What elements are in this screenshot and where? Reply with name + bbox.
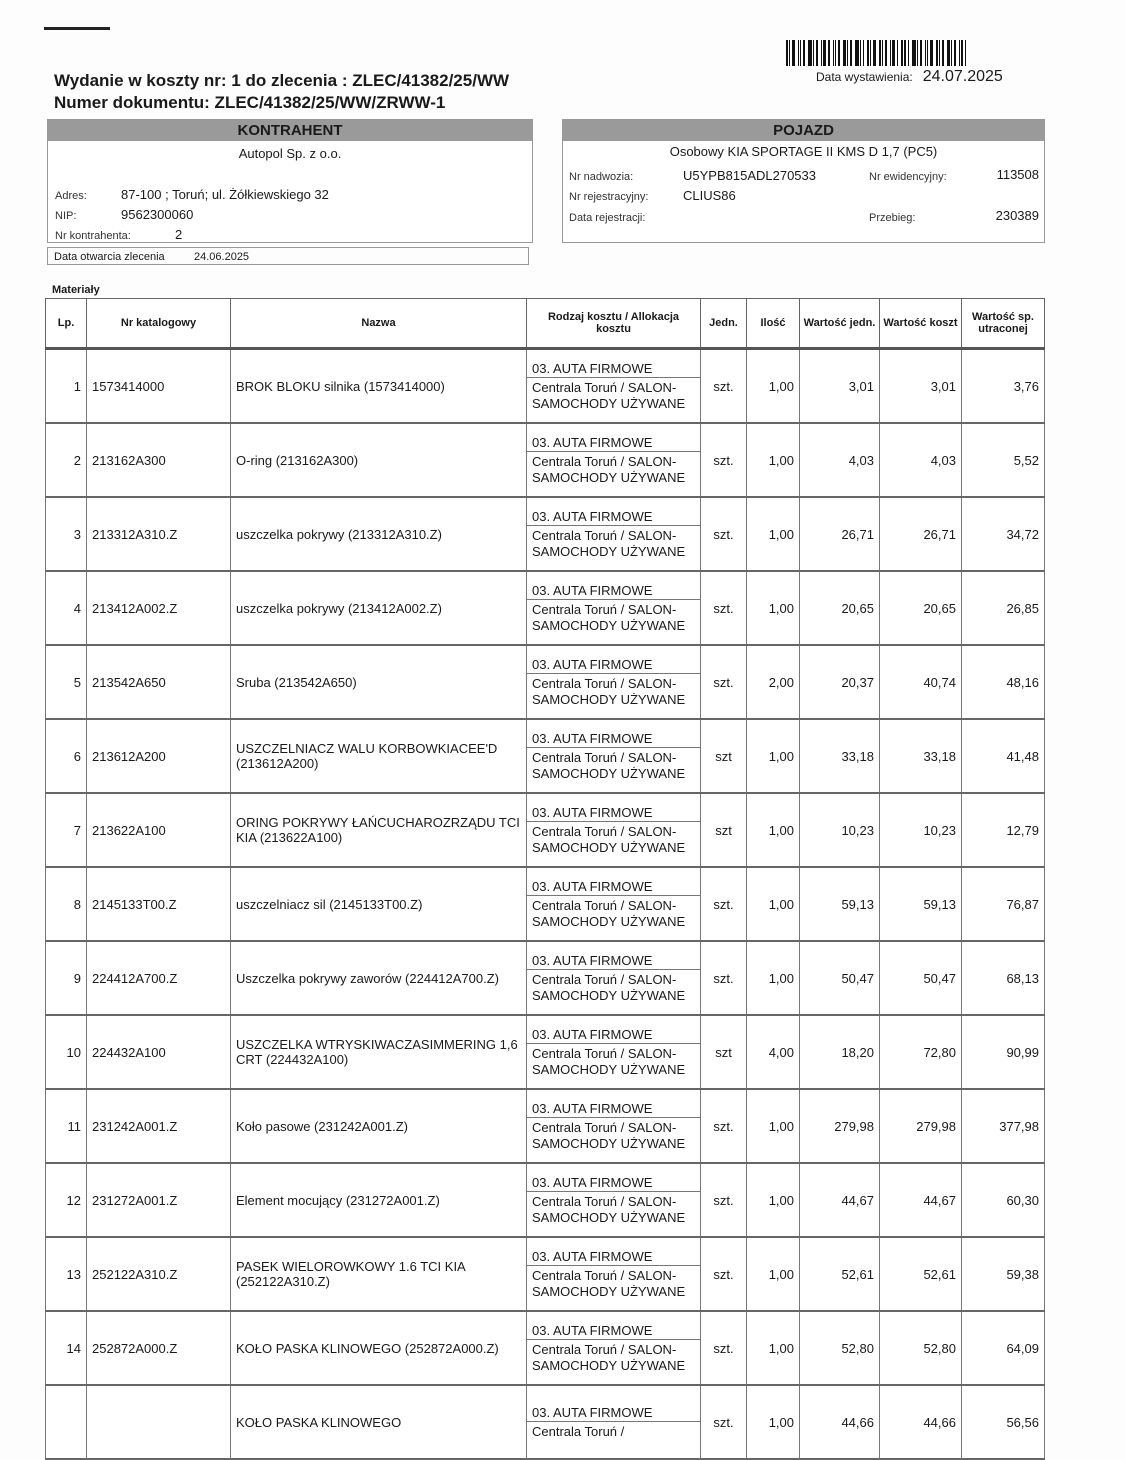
vin-row (569, 167, 816, 185)
cell-unit: szt. (701, 497, 747, 571)
cell-sale-value: 76,87 (962, 867, 1045, 941)
cell-unit: szt (701, 793, 747, 867)
table-row (46, 867, 1045, 941)
cost-type: 03. AUTA FIRMOWE (527, 360, 700, 378)
cell-catalog-number: 213312A310.Z (87, 497, 231, 571)
cell-sale-value: 5,52 (962, 423, 1045, 497)
barcode-bar (873, 40, 876, 66)
cell-qty: 1,00 (747, 1311, 800, 1385)
cost-type: 03. AUTA FIRMOWE (527, 1174, 700, 1192)
barcode-bar (885, 40, 887, 66)
cell-qty: 1,00 (747, 793, 800, 867)
cell-lp: 9 (46, 941, 87, 1015)
allocation: Centrala Toruń / SALON-SAMOCHODY UŻYWANE (532, 1194, 686, 1225)
cell-lp: 12 (46, 1163, 87, 1237)
cell-cost-allocation (527, 1015, 701, 1089)
col-header-qty: Ilość (747, 299, 800, 349)
cell-sale-value: 56,56 (962, 1385, 1045, 1459)
col-header-name: Nazwa (231, 299, 527, 349)
barcode-bar (908, 40, 909, 66)
cell-sale-value: 48,16 (962, 645, 1045, 719)
barcode-bar (936, 40, 938, 66)
cell-name: BROK BLOKU silnika (1573414000) (231, 349, 527, 424)
barcode-bar (816, 40, 818, 66)
cell-unit: szt. (701, 1311, 747, 1385)
barcode-bar (920, 40, 922, 66)
cell-lp: 1 (46, 349, 87, 424)
cell-unit-value: 33,18 (800, 719, 880, 793)
cell-name: USZCZELNIACZ WALU KORBOWKIACEE'D (213612A200) (231, 719, 527, 793)
cell-lp: 7 (46, 793, 87, 867)
barcode-bar (904, 40, 906, 66)
table-row (46, 349, 1045, 424)
evid-label: Nr ewidencyjny: (869, 171, 947, 183)
cell-cost-allocation (527, 1163, 701, 1237)
reg-date-row (569, 208, 645, 226)
cell-qty: 1,00 (747, 719, 800, 793)
cell-cost-value: 26,71 (880, 497, 962, 571)
table-row (46, 645, 1045, 719)
cost-type: 03. AUTA FIRMOWE (527, 656, 700, 674)
allocation: Centrala Toruń / SALON-SAMOCHODY UŻYWANE (532, 750, 686, 781)
cell-unit-value: 50,47 (800, 941, 880, 1015)
mileage-value: 230389 (995, 208, 1039, 223)
cell-unit-value: 4,03 (800, 423, 880, 497)
kontrahent-number-row (55, 226, 182, 244)
cell-unit: szt (701, 1015, 747, 1089)
cost-type: 03. AUTA FIRMOWE (527, 952, 700, 970)
vin-label: Nr nadwozia: (569, 171, 634, 183)
barcode-bar (947, 40, 950, 66)
kontrahent-name: Autopol Sp. z o.o. (238, 146, 342, 161)
cell-cost-value: 3,01 (880, 349, 962, 424)
barcode-bar (912, 40, 916, 66)
cell-sale-value: 60,30 (962, 1163, 1045, 1237)
table-row (46, 793, 1045, 867)
cell-unit: szt. (701, 1237, 747, 1311)
cell-catalog-number: 1573414000 (87, 349, 231, 424)
cell-catalog-number: 213162A300 (87, 423, 231, 497)
cost-type: 03. AUTA FIRMOWE (527, 1100, 700, 1118)
barcode-bar (789, 40, 790, 66)
cell-cost-allocation (527, 793, 701, 867)
allocation: Centrala Toruń / SALON-SAMOCHODY UŻYWANE (532, 380, 686, 411)
barcode-bar (850, 40, 852, 66)
cell-cost-allocation (527, 941, 701, 1015)
cell-catalog-number: 224412A700.Z (87, 941, 231, 1015)
cell-catalog-number: 213612A200 (87, 719, 231, 793)
cost-type: 03. AUTA FIRMOWE (527, 1026, 700, 1044)
cell-catalog-number: 2145133T00.Z (87, 867, 231, 941)
barcode-bar (808, 40, 812, 66)
allocation: Centrala Toruń / SALON-SAMOCHODY UŻYWANE (532, 528, 686, 559)
allocation: Centrala Toruń / SALON-SAMOCHODY UŻYWANE (532, 1046, 686, 1077)
cost-type: 03. AUTA FIRMOWE (527, 1322, 700, 1340)
cell-unit-value: 44,67 (800, 1163, 880, 1237)
address-value: 87-100 ; Toruń; ul. Żółkiewskiego 32 (121, 187, 329, 202)
reg-value: CLIUS86 (683, 188, 736, 203)
open-date-value: 24.06.2025 (194, 251, 250, 263)
col-header-cost-type: Rodzaj kosztu / Allokacja kosztu (527, 299, 701, 349)
allocation: Centrala Toruń / SALON-SAMOCHODY UŻYWANE (532, 1342, 686, 1373)
cell-sale-value: 64,09 (962, 1311, 1045, 1385)
materials-table (45, 298, 1045, 1460)
cell-catalog-number: 252122A310.Z (87, 1237, 231, 1311)
cell-name: Uszczelka pokrywy zaworów (224412A700.Z) (231, 941, 527, 1015)
cell-name: Koło pasowe (231242A001.Z) (231, 1089, 527, 1163)
cell-lp: 13 (46, 1237, 87, 1311)
cell-qty: 1,00 (747, 1089, 800, 1163)
vehicle-name: Osobowy KIA SPORTAGE II KMS D 1,7 (PC5) (669, 144, 938, 159)
cell-cost-value: 72,80 (880, 1015, 962, 1089)
table-row (46, 941, 1045, 1015)
barcode-bar (879, 40, 881, 66)
cell-qty: 1,00 (747, 571, 800, 645)
barcode-bar (870, 40, 871, 66)
cell-name: Sruba (213542A650) (231, 645, 527, 719)
col-header-catalog: Nr katalogowy (87, 299, 231, 349)
cell-cost-value: 20,65 (880, 571, 962, 645)
cell-unit: szt (701, 719, 747, 793)
evid-value: 113508 (996, 167, 1039, 182)
barcode-bar (800, 40, 801, 66)
cost-type: 03. AUTA FIRMOWE (527, 1404, 700, 1422)
title-line-2: Numer dokumentu: ZLEC/41382/25/WW/ZRWW-1 (54, 93, 446, 112)
cell-sale-value: 377,98 (962, 1089, 1045, 1163)
cell-unit: szt. (701, 571, 747, 645)
kontrahent-heading: KONTRAHENT (48, 120, 532, 141)
barcode-bar (897, 40, 898, 66)
cell-unit-value: 59,13 (800, 867, 880, 941)
cell-cost-value: 52,61 (880, 1237, 962, 1311)
cost-type: 03. AUTA FIRMOWE (527, 508, 700, 526)
cell-sale-value: 68,13 (962, 941, 1045, 1015)
cell-catalog-number: 213542A650 (87, 645, 231, 719)
mileage-row (869, 208, 1039, 226)
open-date-row (47, 247, 529, 265)
reg-label: Nr rejestracyjny: (569, 191, 649, 203)
barcode-bar (828, 40, 830, 66)
cell-catalog-number (87, 1385, 231, 1459)
cell-qty: 1,00 (747, 423, 800, 497)
table-row (46, 1237, 1045, 1311)
table-row (46, 1311, 1045, 1385)
allocation: Centrala Toruń / SALON-SAMOCHODY UŻYWANE (532, 602, 686, 633)
cell-name: KOŁO PASKA KLINOWEGO (252872A000.Z) (231, 1311, 527, 1385)
col-header-unit: Jedn. (701, 299, 747, 349)
col-header-sale-value: Wartość sp. utraconej (962, 299, 1045, 349)
cell-lp: 10 (46, 1015, 87, 1089)
table-row (46, 497, 1045, 571)
table-row (46, 1089, 1045, 1163)
cell-catalog-number: 213622A100 (87, 793, 231, 867)
barcode-bar (843, 40, 846, 66)
cell-qty: 1,00 (747, 941, 800, 1015)
nip-value: 9562300060 (121, 207, 194, 222)
pojazd-heading: POJAZD (563, 120, 1044, 141)
cell-name: uszczelniacz sil (2145133T00.Z) (231, 867, 527, 941)
scan-mark (44, 27, 110, 30)
cell-name: KOŁO PASKA KLINOWEGO (231, 1385, 527, 1459)
barcode-bar (939, 40, 940, 66)
cell-lp: 4 (46, 571, 87, 645)
table-header-row (46, 299, 1045, 349)
barcode-bar (961, 40, 963, 66)
barcode-bar (965, 40, 966, 66)
cell-lp: 2 (46, 423, 87, 497)
table-row (46, 423, 1045, 497)
barcode-bar (890, 40, 891, 66)
cell-sale-value: 34,72 (962, 497, 1045, 571)
barcode-bar (833, 40, 834, 66)
cell-cost-allocation (527, 1311, 701, 1385)
cell-unit: szt. (701, 941, 747, 1015)
issue-date (816, 68, 1003, 86)
cell-cost-allocation (527, 423, 701, 497)
cell-unit: szt. (701, 1163, 747, 1237)
barcode-bar (803, 40, 805, 66)
cell-unit-value: 20,65 (800, 571, 880, 645)
reg-date-label: Data rejestracji: (569, 212, 646, 224)
cell-name: PASEK WIELOROWKOWY 1.6 TCI KIA (252122A310.Z) (231, 1237, 527, 1311)
cell-sale-value: 26,85 (962, 571, 1045, 645)
cell-unit-value: 279,98 (800, 1089, 880, 1163)
barcode-bar (925, 40, 926, 66)
kontrahent-number-label: Nr kontrahenta: (55, 230, 131, 242)
nip-row (55, 206, 193, 224)
barcode-bar (823, 40, 826, 66)
cell-cost-value: 40,74 (880, 645, 962, 719)
cell-cost-allocation (527, 719, 701, 793)
cell-name: Element mocujący (231272A001.Z) (231, 1163, 527, 1237)
cell-unit: szt. (701, 1089, 747, 1163)
barcode-bar (867, 40, 869, 66)
cell-cost-value: 33,18 (880, 719, 962, 793)
address-label: Adres: (55, 190, 87, 202)
allocation: Centrala Toruń / SALON-SAMOCHODY UŻYWANE (532, 676, 686, 707)
cell-cost-allocation (527, 571, 701, 645)
cell-lp: 11 (46, 1089, 87, 1163)
cell-name: uszczelka pokrywy (213312A310.Z) (231, 497, 527, 571)
cell-lp: 6 (46, 719, 87, 793)
cell-cost-allocation (527, 349, 701, 424)
cell-sale-value: 59,38 (962, 1237, 1045, 1311)
barcode-bar (855, 40, 859, 66)
cost-type: 03. AUTA FIRMOWE (527, 434, 700, 452)
mileage-label: Przebieg: (869, 212, 916, 224)
cell-cost-value: 4,03 (880, 423, 962, 497)
barcode-bar (901, 40, 903, 66)
cell-sale-value: 3,76 (962, 349, 1045, 424)
cell-sale-value: 90,99 (962, 1015, 1045, 1089)
cell-name: O-ring (213162A300) (231, 423, 527, 497)
barcode-bar (860, 40, 861, 66)
cell-lp: 5 (46, 645, 87, 719)
barcode-bar (942, 40, 944, 66)
cost-type: 03. AUTA FIRMOWE (527, 582, 700, 600)
cell-catalog-number: 224432A100 (87, 1015, 231, 1089)
cell-unit: szt. (701, 1385, 747, 1459)
cell-unit: szt. (701, 645, 747, 719)
pojazd-box (562, 119, 1045, 243)
nip-label: NIP: (55, 210, 77, 222)
cell-cost-allocation (527, 867, 701, 941)
allocation: Centrala Toruń / SALON-SAMOCHODY UŻYWANE (532, 454, 686, 485)
cell-catalog-number: 231242A001.Z (87, 1089, 231, 1163)
cell-cost-value: 279,98 (880, 1089, 962, 1163)
barcode-bar (813, 40, 814, 66)
cell-cost-allocation (527, 497, 701, 571)
barcode-bar (792, 40, 795, 66)
reg-row (569, 187, 736, 205)
cell-sale-value: 41,48 (962, 719, 1045, 793)
cell-unit-value: 10,23 (800, 793, 880, 867)
cell-cost-allocation (527, 1089, 701, 1163)
title-line-1: Wydanie w koszty nr: 1 do zlecenia : ZLEC/41382/25/WW (54, 71, 510, 90)
barcode-bar (927, 40, 928, 66)
barcode (786, 40, 1036, 66)
cell-cost-value: 44,66 (880, 1385, 962, 1459)
allocation: Centrala Toruń / SALON-SAMOCHODY UŻYWANE (532, 824, 686, 855)
cell-qty: 1,00 (747, 1385, 800, 1459)
barcode-bar (838, 40, 840, 66)
col-header-lp: Lp. (46, 299, 87, 349)
table-row (46, 571, 1045, 645)
cell-qty: 1,00 (747, 1237, 800, 1311)
barcode-bar (930, 40, 933, 66)
barcode-bar (835, 40, 836, 66)
cell-unit-value: 26,71 (800, 497, 880, 571)
cost-type: 03. AUTA FIRMOWE (527, 730, 700, 748)
cell-catalog-number: 252872A000.Z (87, 1311, 231, 1385)
kontrahent-number-value: 2 (175, 227, 183, 242)
cost-type: 03. AUTA FIRMOWE (527, 804, 700, 822)
cell-qty: 1,00 (747, 867, 800, 941)
cell-unit-value: 18,20 (800, 1015, 880, 1089)
col-header-cost-value: Wartość koszt (880, 299, 962, 349)
cell-qty: 1,00 (747, 1163, 800, 1237)
cell-cost-value: 59,13 (880, 867, 962, 941)
cell-lp: 14 (46, 1311, 87, 1385)
cell-cost-value: 44,67 (880, 1163, 962, 1237)
cell-cost-value: 50,47 (880, 941, 962, 1015)
barcode-bar (863, 40, 864, 66)
barcode-bar (847, 40, 848, 66)
cell-unit: szt. (701, 867, 747, 941)
allocation: Centrala Toruń / (532, 1424, 625, 1439)
cell-sale-value: 12,79 (962, 793, 1045, 867)
barcode-bar (917, 40, 918, 66)
cell-name: USZCZELKA WTRYSKIWACZASIMMERING 1,6 CRT (224432A100) (231, 1015, 527, 1089)
materials-section-label: Materiały (52, 284, 100, 296)
cell-cost-allocation (527, 1237, 701, 1311)
barcode-bar (798, 40, 799, 66)
issue-date-value: 24.07.2025 (922, 68, 1003, 85)
cell-unit-value: 52,61 (800, 1237, 880, 1311)
cell-unit: szt. (701, 349, 747, 424)
open-date-label: Data otwarcia zlecenia (54, 251, 165, 263)
cost-type: 03. AUTA FIRMOWE (527, 878, 700, 896)
barcode-bar (959, 40, 960, 66)
cell-unit-value: 20,37 (800, 645, 880, 719)
cell-cost-allocation (527, 645, 701, 719)
allocation: Centrala Toruń / SALON-SAMOCHODY UŻYWANE (532, 1268, 686, 1299)
evid-row (869, 167, 1039, 185)
cell-unit: szt. (701, 423, 747, 497)
cell-unit-value: 3,01 (800, 349, 880, 424)
cell-qty: 2,00 (747, 645, 800, 719)
cell-name: ORING POKRYWY ŁAŃCUCHAROZRZĄDU TCI KIA (213622A100) (231, 793, 527, 867)
barcode-bar (786, 40, 788, 66)
cell-catalog-number: 213412A002.Z (87, 571, 231, 645)
table-row (46, 1385, 1045, 1459)
issue-date-label: Data wystawienia: (816, 70, 913, 84)
table-row (46, 1163, 1045, 1237)
col-header-unit-value: Wartość jedn. (800, 299, 880, 349)
cell-cost-allocation (527, 1385, 701, 1459)
cell-name: uszczelka pokrywy (213412A002.Z) (231, 571, 527, 645)
cell-qty: 1,00 (747, 497, 800, 571)
table-row (46, 719, 1045, 793)
cell-lp: 8 (46, 867, 87, 941)
address-row (55, 186, 329, 204)
vin-value: U5YPB815ADL270533 (683, 168, 816, 183)
allocation: Centrala Toruń / SALON-SAMOCHODY UŻYWANE (532, 1120, 686, 1151)
barcode-bar (954, 40, 956, 66)
kontrahent-box (47, 119, 533, 243)
cost-type: 03. AUTA FIRMOWE (527, 1248, 700, 1266)
barcode-bar (821, 40, 822, 66)
cell-unit-value: 52,80 (800, 1311, 880, 1385)
cell-lp: 3 (46, 497, 87, 571)
barcode-bar (951, 40, 952, 66)
table-row (46, 1015, 1045, 1089)
barcode-bar (892, 40, 895, 66)
cell-catalog-number: 231272A001.Z (87, 1163, 231, 1237)
allocation: Centrala Toruń / SALON-SAMOCHODY UŻYWANE (532, 972, 686, 1003)
cell-cost-value: 10,23 (880, 793, 962, 867)
cell-unit-value: 44,66 (800, 1385, 880, 1459)
cell-qty: 1,00 (747, 349, 800, 424)
barcode-bar (882, 40, 883, 66)
document-title (54, 70, 509, 114)
allocation: Centrala Toruń / SALON-SAMOCHODY UŻYWANE (532, 898, 686, 929)
cell-lp (46, 1385, 87, 1459)
cell-qty: 4,00 (747, 1015, 800, 1089)
cell-cost-value: 52,80 (880, 1311, 962, 1385)
